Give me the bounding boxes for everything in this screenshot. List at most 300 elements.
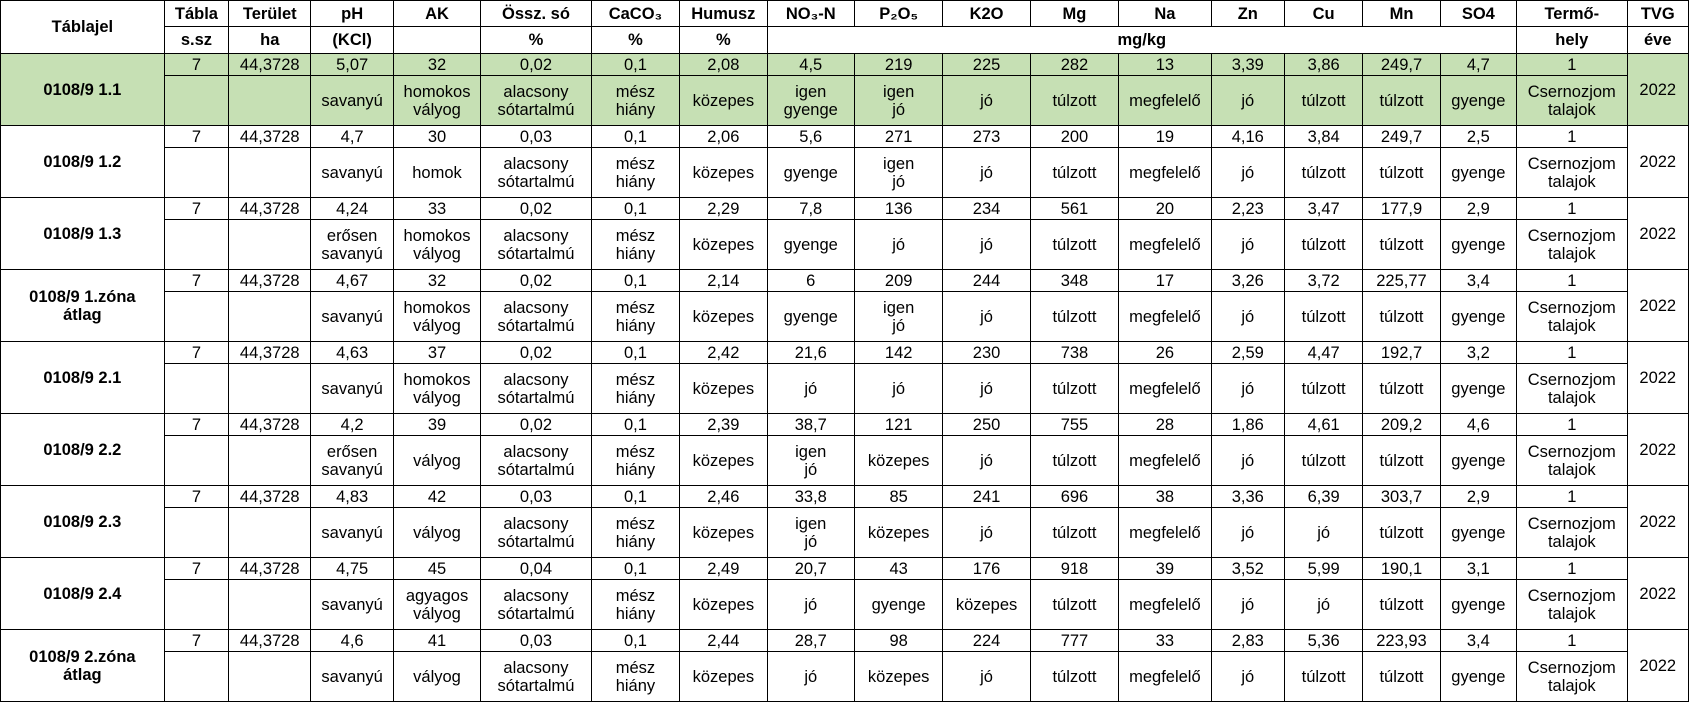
value-cell: 6: [767, 270, 854, 292]
rating-line: vályog: [413, 316, 461, 335]
header-tablajel: Táblajel: [1, 1, 165, 54]
row-label-line: 0108/9 2.3: [43, 512, 122, 531]
rating-cell: [481, 436, 592, 486]
rating-cell: gyenge: [1440, 76, 1516, 126]
rating-cell: [481, 220, 592, 270]
rating-cell: túlzott: [1030, 436, 1118, 486]
value-cell: 38: [1119, 486, 1211, 508]
value-cell: 98: [854, 630, 942, 652]
rating-cell: túlzott: [1030, 220, 1118, 270]
rating-cell: [229, 652, 311, 702]
rating-cell: [164, 148, 228, 198]
rating-cell: [164, 580, 228, 630]
value-cell: 44,3728: [229, 630, 311, 652]
rating-cell: jó: [767, 364, 854, 414]
rating-cell: jó: [1211, 292, 1284, 342]
rating-cell: [1517, 148, 1628, 198]
rating-line: Csernozjom: [1527, 370, 1616, 389]
rating-cell: [164, 508, 228, 558]
value-cell: 234: [943, 198, 1030, 220]
value-cell: 3,84: [1284, 126, 1362, 148]
rating-cell: [591, 220, 679, 270]
header-ph: pH: [311, 1, 393, 27]
rating-cell: túlzott: [1284, 292, 1362, 342]
rating-cell: [164, 76, 228, 126]
value-cell: 39: [393, 414, 480, 436]
value-cell: 4,24: [311, 198, 393, 220]
value-cell: 209: [854, 270, 942, 292]
rating-line: talajok: [1547, 388, 1596, 407]
rating-line: homokos: [403, 370, 471, 389]
value-cell: 28: [1119, 414, 1211, 436]
rating-cell: jó: [943, 364, 1030, 414]
rating-line: homokos: [403, 82, 471, 101]
rating-cell: [481, 148, 592, 198]
table-row: [1, 630, 1689, 652]
value-cell: 7: [164, 558, 228, 580]
rating-line: hiány: [615, 316, 656, 335]
table-row-rating: [1, 292, 1689, 342]
header-terulet: Terület: [229, 1, 311, 27]
rating-line: Csernozjom: [1527, 226, 1616, 245]
value-cell: 43: [854, 558, 942, 580]
value-cell: 2,9: [1440, 486, 1516, 508]
header-cu: Cu: [1284, 1, 1362, 27]
value-cell: 738: [1030, 342, 1118, 364]
rating-cell: vályog: [393, 508, 480, 558]
rating-cell: megfelelő: [1119, 508, 1211, 558]
rating-line: igen: [795, 514, 827, 533]
header-humusz: Humusz: [680, 1, 767, 27]
rating-cell: vályog: [393, 652, 480, 702]
rating-cell: [767, 76, 854, 126]
rating-cell: [767, 508, 854, 558]
rating-cell: [164, 364, 228, 414]
value-cell: 273: [943, 126, 1030, 148]
rating-cell: túlzott: [1284, 364, 1362, 414]
rating-line: talajok: [1547, 244, 1596, 263]
rating-cell: jó: [1211, 508, 1284, 558]
value-cell: 3,39: [1211, 54, 1284, 76]
rating-line: mész: [615, 298, 656, 317]
rating-cell: [229, 436, 311, 486]
header-mn: Mn: [1363, 1, 1440, 27]
header-ossz-so: Össz. só: [481, 1, 592, 27]
tvg-year: 2022: [1627, 342, 1688, 414]
row-label: [1, 342, 165, 414]
value-cell: 0,02: [481, 54, 592, 76]
rating-line: sótartalmú: [497, 676, 575, 695]
rating-cell: savanyú: [311, 364, 393, 414]
value-cell: 4,83: [311, 486, 393, 508]
header-row-units: [1, 27, 1689, 54]
rating-cell: savanyú: [311, 652, 393, 702]
value-cell: 45: [393, 558, 480, 580]
value-cell: 7: [164, 270, 228, 292]
rating-line: vályog: [413, 388, 461, 407]
value-cell: 30: [393, 126, 480, 148]
table-row: [1, 198, 1689, 220]
rating-line: sótartalmú: [497, 460, 575, 479]
rating-line: alacsony: [503, 658, 569, 677]
value-cell: 4,63: [311, 342, 393, 364]
value-cell: 2,44: [680, 630, 767, 652]
value-cell: 0,02: [481, 342, 592, 364]
value-cell: 0,1: [591, 414, 679, 436]
value-cell: 282: [1030, 54, 1118, 76]
row-label: [1, 414, 165, 486]
value-cell: 19: [1119, 126, 1211, 148]
rating-cell: [481, 364, 592, 414]
value-cell: 39: [1119, 558, 1211, 580]
value-cell: 41: [393, 630, 480, 652]
header-p2o5: P₂O₅: [854, 1, 942, 27]
rating-cell: jó: [943, 292, 1030, 342]
rating-line: jó: [892, 316, 906, 335]
rating-cell: közepes: [680, 292, 767, 342]
rating-line: alacsony: [503, 370, 569, 389]
value-cell: 755: [1030, 414, 1118, 436]
rating-cell: túlzott: [1363, 508, 1440, 558]
rating-line: hiány: [615, 532, 656, 551]
rating-line: sótartalmú: [497, 604, 575, 623]
rating-line: mész: [615, 658, 656, 677]
rating-cell: [481, 508, 592, 558]
table-row: [1, 414, 1689, 436]
rating-cell: [229, 580, 311, 630]
value-cell: 348: [1030, 270, 1118, 292]
value-cell: 2,9: [1440, 198, 1516, 220]
value-cell: 4,61: [1284, 414, 1362, 436]
rating-cell: [311, 220, 393, 270]
rating-cell: túlzott: [1030, 508, 1118, 558]
value-cell: 0,1: [591, 486, 679, 508]
rating-cell: közepes: [680, 148, 767, 198]
rating-line: alacsony: [503, 514, 569, 533]
rating-cell: [591, 508, 679, 558]
value-cell: 38,7: [767, 414, 854, 436]
header-ak-sub: [393, 27, 480, 54]
rating-line: sótartalmú: [497, 316, 575, 335]
row-label: [1, 630, 165, 702]
rating-cell: túlzott: [1363, 364, 1440, 414]
rating-line: mész: [615, 226, 656, 245]
rating-cell: [1517, 292, 1628, 342]
value-cell: 13: [1119, 54, 1211, 76]
rating-cell: jó: [767, 580, 854, 630]
rating-line: mész: [615, 370, 656, 389]
value-cell: 20,7: [767, 558, 854, 580]
table-row-rating: [1, 580, 1689, 630]
value-cell: 20: [1119, 198, 1211, 220]
rating-cell: túlzott: [1284, 148, 1362, 198]
header-tvg: TVG: [1627, 1, 1688, 27]
value-cell: 4,16: [1211, 126, 1284, 148]
header-zn: Zn: [1211, 1, 1284, 27]
value-cell: 32: [393, 270, 480, 292]
header-ph-sub: (KCl): [311, 27, 393, 54]
rating-cell: túlzott: [1363, 76, 1440, 126]
value-cell: 4,67: [311, 270, 393, 292]
rating-cell: megfelelő: [1119, 580, 1211, 630]
row-label-line: 0108/9 1.2: [43, 152, 122, 171]
rating-cell: [393, 292, 480, 342]
rating-cell: túlzott: [1363, 148, 1440, 198]
rating-cell: túlzott: [1363, 292, 1440, 342]
rating-line: erősen: [326, 226, 378, 245]
rating-cell: [393, 220, 480, 270]
table-row-rating: [1, 148, 1689, 198]
rating-line: alacsony: [503, 154, 569, 173]
rating-cell: közepes: [680, 436, 767, 486]
header-terulet-sub: ha: [229, 27, 311, 54]
tvg-year: 2022: [1627, 54, 1688, 126]
rating-line: igen: [883, 82, 915, 101]
rating-line: Csernozjom: [1527, 298, 1616, 317]
value-cell: 4,47: [1284, 342, 1362, 364]
value-cell: 3,72: [1284, 270, 1362, 292]
value-cell: 4,2: [311, 414, 393, 436]
rating-cell: [854, 148, 942, 198]
value-cell: 32: [393, 54, 480, 76]
rating-cell: megfelelő: [1119, 436, 1211, 486]
value-cell: 5,6: [767, 126, 854, 148]
rating-cell: túlzott: [1030, 652, 1118, 702]
value-cell: 0,1: [591, 126, 679, 148]
rating-cell: [591, 76, 679, 126]
rating-line: Csernozjom: [1527, 82, 1616, 101]
rating-cell: jó: [943, 436, 1030, 486]
value-cell: 44,3728: [229, 486, 311, 508]
value-cell: 1: [1517, 414, 1628, 436]
table-row-rating: [1, 76, 1689, 126]
value-cell: 7: [164, 126, 228, 148]
rating-cell: gyenge: [1440, 436, 1516, 486]
rating-cell: [229, 148, 311, 198]
rating-cell: túlzott: [1030, 76, 1118, 126]
table-row-rating: [1, 436, 1689, 486]
rating-line: homokos: [403, 298, 471, 317]
rating-cell: [311, 436, 393, 486]
value-cell: 5,36: [1284, 630, 1362, 652]
rating-line: alacsony: [503, 298, 569, 317]
header-termohely: Termő-: [1517, 1, 1628, 27]
rating-line: sótartalmú: [497, 532, 575, 551]
value-cell: 777: [1030, 630, 1118, 652]
rating-cell: [164, 292, 228, 342]
value-cell: 37: [393, 342, 480, 364]
value-cell: 1: [1517, 558, 1628, 580]
rating-line: jó: [892, 100, 906, 119]
value-cell: 28,7: [767, 630, 854, 652]
rating-cell: [229, 220, 311, 270]
value-cell: 0,03: [481, 486, 592, 508]
row-label: [1, 126, 165, 198]
rating-line: igen: [883, 298, 915, 317]
header-ossz-so-sub: %: [481, 27, 592, 54]
value-cell: 1: [1517, 126, 1628, 148]
value-cell: 0,03: [481, 630, 592, 652]
value-cell: 7: [164, 414, 228, 436]
value-cell: 2,5: [1440, 126, 1516, 148]
value-cell: 4,75: [311, 558, 393, 580]
rating-cell: közepes: [680, 580, 767, 630]
value-cell: 4,6: [1440, 414, 1516, 436]
value-cell: 7: [164, 630, 228, 652]
value-cell: 249,7: [1363, 126, 1440, 148]
rating-cell: jó: [1211, 652, 1284, 702]
row-label: [1, 486, 165, 558]
value-cell: 42: [393, 486, 480, 508]
rating-cell: vályog: [393, 436, 480, 486]
value-cell: 2,49: [680, 558, 767, 580]
value-cell: 0,02: [481, 414, 592, 436]
rating-cell: savanyú: [311, 148, 393, 198]
rating-line: talajok: [1547, 316, 1596, 335]
value-cell: 26: [1119, 342, 1211, 364]
value-cell: 225,77: [1363, 270, 1440, 292]
header-k2o: K2O: [943, 1, 1030, 27]
table-row: [1, 486, 1689, 508]
rating-cell: túlzott: [1363, 580, 1440, 630]
value-cell: 230: [943, 342, 1030, 364]
rating-cell: [481, 292, 592, 342]
rating-line: jó: [892, 172, 906, 191]
header-tabla-sub: s.sz: [164, 27, 228, 54]
value-cell: 3,52: [1211, 558, 1284, 580]
table-row-rating: [1, 364, 1689, 414]
rating-cell: gyenge: [1440, 364, 1516, 414]
value-cell: 44,3728: [229, 558, 311, 580]
rating-line: hiány: [615, 460, 656, 479]
value-cell: 0,02: [481, 270, 592, 292]
rating-cell: jó: [943, 652, 1030, 702]
value-cell: 2,14: [680, 270, 767, 292]
value-cell: 1: [1517, 630, 1628, 652]
value-cell: 1: [1517, 486, 1628, 508]
rating-cell: [229, 76, 311, 126]
value-cell: 44,3728: [229, 414, 311, 436]
rating-line: igen: [883, 154, 915, 173]
rating-line: talajok: [1547, 604, 1596, 623]
row-label: [1, 198, 165, 270]
rating-cell: [229, 364, 311, 414]
value-cell: 0,03: [481, 126, 592, 148]
value-cell: 244: [943, 270, 1030, 292]
value-cell: 44,3728: [229, 342, 311, 364]
rating-cell: savanyú: [311, 292, 393, 342]
value-cell: 0,1: [591, 270, 679, 292]
value-cell: 0,1: [591, 630, 679, 652]
value-cell: 2,46: [680, 486, 767, 508]
row-label-line: 0108/9 1.3: [43, 224, 122, 243]
table-row-rating: [1, 652, 1689, 702]
value-cell: 200: [1030, 126, 1118, 148]
value-cell: 5,07: [311, 54, 393, 76]
rating-cell: [1517, 508, 1628, 558]
value-cell: 223,93: [1363, 630, 1440, 652]
rating-cell: jó: [943, 508, 1030, 558]
rating-cell: jó: [1284, 580, 1362, 630]
value-cell: 0,04: [481, 558, 592, 580]
value-cell: 224: [943, 630, 1030, 652]
header-ak: AK: [393, 1, 480, 27]
rating-cell: [229, 508, 311, 558]
table-row: [1, 558, 1689, 580]
value-cell: 209,2: [1363, 414, 1440, 436]
value-cell: 85: [854, 486, 942, 508]
rating-line: savanyú: [321, 244, 383, 263]
value-cell: 2,83: [1211, 630, 1284, 652]
value-cell: 1: [1517, 198, 1628, 220]
row-label: [1, 270, 165, 342]
value-cell: 5,99: [1284, 558, 1362, 580]
value-cell: 1: [1517, 54, 1628, 76]
rating-line: talajok: [1547, 532, 1596, 551]
value-cell: 561: [1030, 198, 1118, 220]
table-row: [1, 126, 1689, 148]
value-cell: 0,1: [591, 558, 679, 580]
rating-cell: [1517, 580, 1628, 630]
rating-line: igen: [795, 442, 827, 461]
rating-line: alacsony: [503, 442, 569, 461]
value-cell: 33: [393, 198, 480, 220]
rating-cell: közepes: [854, 508, 942, 558]
rating-line: savanyú: [321, 460, 383, 479]
rating-cell: [393, 580, 480, 630]
value-cell: 192,7: [1363, 342, 1440, 364]
value-cell: 2,08: [680, 54, 767, 76]
rating-cell: gyenge: [1440, 148, 1516, 198]
rating-cell: jó: [943, 148, 1030, 198]
rating-cell: túlzott: [1284, 436, 1362, 486]
rating-line: sótartalmú: [497, 388, 575, 407]
rating-cell: közepes: [680, 76, 767, 126]
tvg-year: 2022: [1627, 558, 1688, 630]
rating-cell: megfelelő: [1119, 220, 1211, 270]
rating-cell: jó: [1211, 76, 1284, 126]
rating-line: vályog: [413, 604, 461, 623]
value-cell: 7: [164, 54, 228, 76]
value-cell: 142: [854, 342, 942, 364]
table-row-rating: [1, 508, 1689, 558]
value-cell: 3,36: [1211, 486, 1284, 508]
rating-cell: [393, 364, 480, 414]
rating-line: talajok: [1547, 172, 1596, 191]
rating-cell: [481, 652, 592, 702]
rating-cell: közepes: [680, 364, 767, 414]
value-cell: 0,1: [591, 54, 679, 76]
value-cell: 3,86: [1284, 54, 1362, 76]
rating-cell: túlzott: [1363, 436, 1440, 486]
rating-cell: [1517, 364, 1628, 414]
value-cell: 918: [1030, 558, 1118, 580]
tvg-year: 2022: [1627, 486, 1688, 558]
rating-cell: jó: [943, 76, 1030, 126]
rating-cell: jó: [1284, 508, 1362, 558]
rating-line: mész: [615, 442, 656, 461]
value-cell: 3,47: [1284, 198, 1362, 220]
value-cell: 1: [1517, 342, 1628, 364]
rating-line: hiány: [615, 244, 656, 263]
row-label-line: 0108/9 2.4: [43, 584, 122, 603]
rating-cell: [591, 652, 679, 702]
value-cell: 17: [1119, 270, 1211, 292]
rating-cell: homok: [393, 148, 480, 198]
rating-cell: [229, 292, 311, 342]
row-label-line: 0108/9 1.1: [43, 80, 122, 99]
rating-cell: [591, 148, 679, 198]
